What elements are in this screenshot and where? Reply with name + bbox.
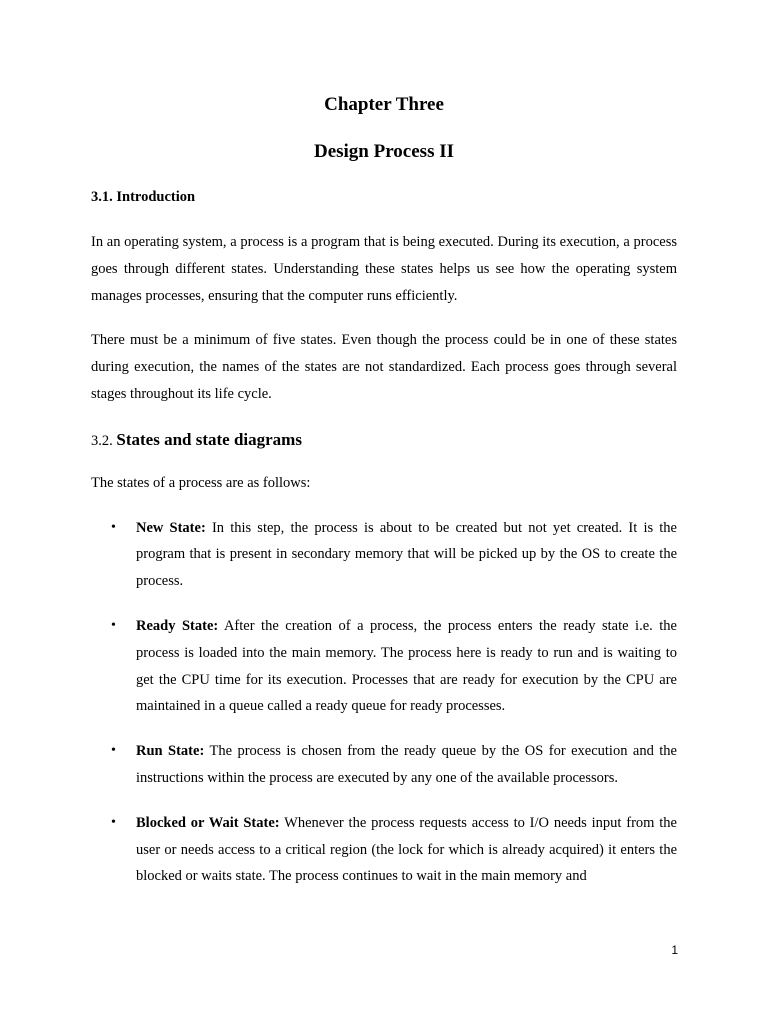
page-content [91,92,677,908]
bullet-icon: • [111,814,116,830]
chapter-label: Chapter Three [324,94,444,115]
state-term: New State: [136,519,206,536]
chapter-title: Design Process II [313,141,455,162]
section-number: 3.2. [91,432,113,449]
states-list [91,515,677,891]
intro-paragraph-1: In an operating system, a process is a program that is being executed. During its execution, a process goes through different states. Understanding these states helps us see how the operating system manages processes, ensuring that the computer runs efficiently. [91,234,677,304]
state-term: Blocked or Wait State: [136,814,280,831]
page-number: 1 [671,943,678,957]
state-description: In this step, the process is about to be created but not yet created. It is the program that is present in secondary memory that will be picked up by the OS to create the process. [136,519,677,590]
state-description: The process is chosen from the ready queue by the OS for execution and the instructions within the process are executed by any one of the available processors. [136,743,677,786]
state-description: After the creation of a process, the process enters the ready state i.e. the process is loaded into the main memory. The process here is ready to run and is waiting to get the CPU time for its execution. Processes that are ready for execution by the CPU are maintained in a queue called a ready queue for ready processes. [136,617,677,715]
states-lead-paragraph: The states of a process are as follows: [91,474,311,491]
bullet-icon: • [111,519,116,535]
list-item-run-state [91,738,677,792]
list-item-new-state [91,515,677,595]
bullet-icon: • [111,617,116,633]
section-heading-states [91,427,677,454]
state-term: Ready State: [136,617,219,634]
list-item-blocked-state [91,810,677,890]
section-title: States and state diagrams [116,429,302,449]
section-heading-introduction: 3.1. Introduction [91,189,196,205]
intro-paragraph-2: There must be a minimum of five states. Even though the process could be in one of these states during execution, the names of the states are not standardized. Each process goes through several stages throughout its life cycle. [91,332,677,402]
state-description: Whenever the process requests access to I/O needs input from the user or needs access to a critical region (the lock for which is already acquired) it enters the blocked or waits state. The process continues to wait in the main memory and [136,814,677,885]
list-item-ready-state [91,613,677,720]
state-term: Run State: [136,743,205,760]
bullet-icon: • [111,743,116,759]
